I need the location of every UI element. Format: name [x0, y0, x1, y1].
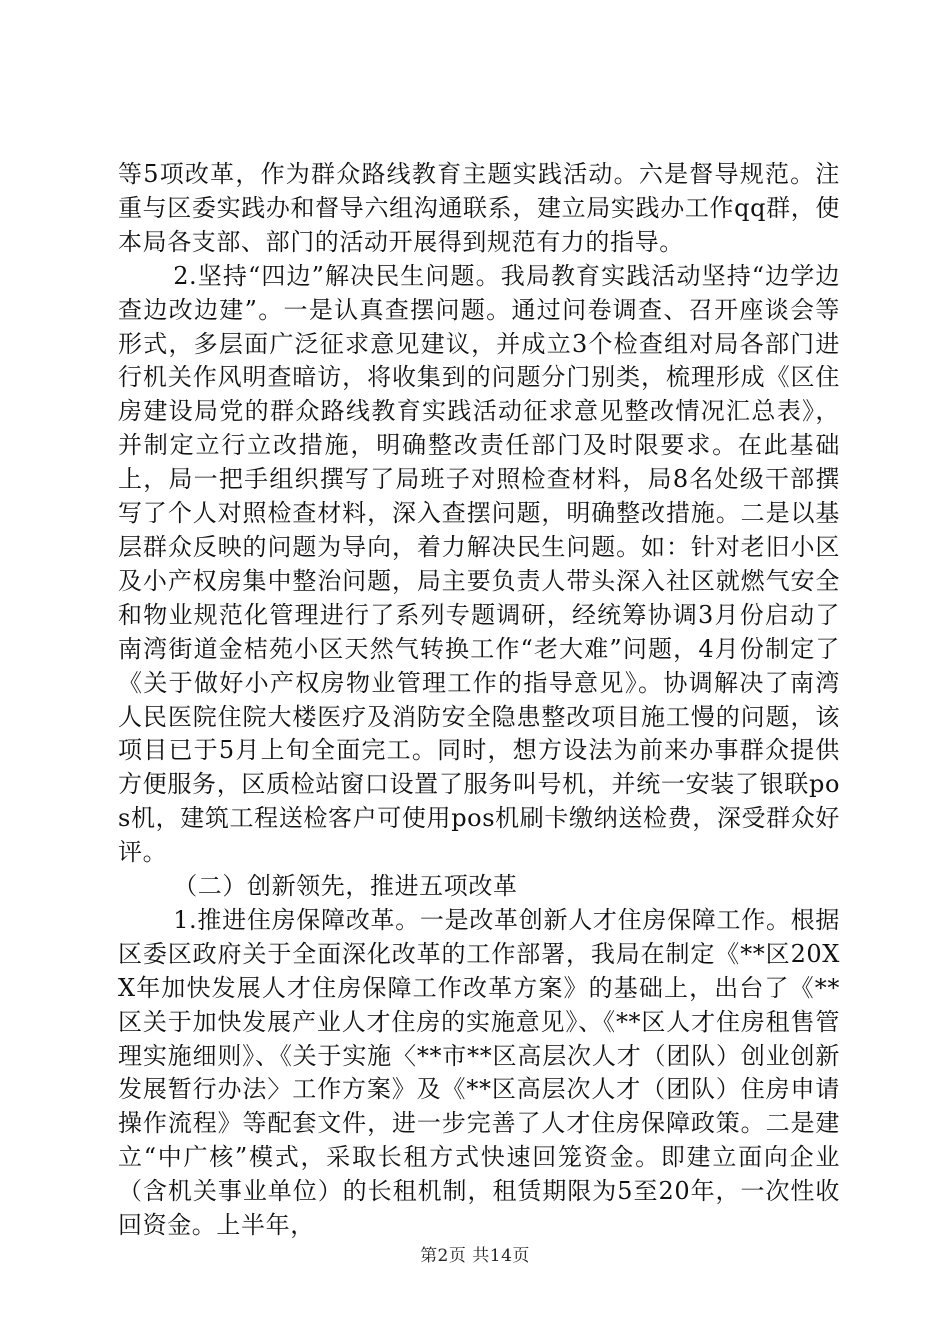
section-heading-innovation: （二）创新领先，推进五项改革	[173, 872, 518, 901]
paragraph-housing-reform: 1.推进住房保障改革。一是改革创新人才住房保障工作。根据区委区政府关于全面深化改革的工作部署，我局在制定《**区20XX年加快发展人才住房保障工作改革方案》的基础上，出台了《**区关于加快发展产业人才住房的实施意见》、《**区人才住房租售管理实施细则》、《关于实施〈**市**区高层次人才（团队）创业创新发展暂行办法〉工作方案》及《**区高层次人才（团队）住房申请操作流程》等配套文件，进一步完善了人才住房保障政策。二是建立“中广核”模式，采取长租方式快速回笼资金。即建立面向企业（含机关事业单位）的长租机制，租赁期限为5至20年，一次性收回资金。上半年，	[118, 905, 840, 1240]
paragraph-four-sides: 2.坚持“四边”解决民生问题。我局教育实践活动坚持“边学边查边改边建”。一是认真查摆问题。通过问卷调查、召开座谈会等形式，多层面广泛征求意见建议，并成立3个检查组对局各部门进行机关作风明查暗访，将收集到的问题分门别类，梳理形成《区住房建设局党的群众路线教育实践活动征求意见整改情况汇总表》，并制定立行立改措施，明确整改责任部门及时限要求。在此基础上，局一把手组织撰写了局班子对照检查材料，局8名处级干部撰写了个人对照检查材料，深入查摆问题，明确整改措施。二是以基层群众反映的问题为导向，着力解决民生问题。如：针对老旧小区及小产权房集中整治问题，局主要负责人带头深入社区就燃气安全和物业规范化管理进行了系列专题调研，经统筹协调3月份启动了南湾街道金桔苑小区天然气转换工作“老大难”问题，4月份制定了《关于做好小产权房物业管理工作的指导意见》。协调解决了南湾人民医院住院大楼医疗及消防安全隐患整改项目施工慢的问题，该项目已于5月上旬全面完工。同时，想方设法为前来办事群众提供方便服务，区质检站窗口设置了服务叫号机，并统一安装了银联pos机，建筑工程送检客户可使用pos机刷卡缴纳送检费，深受群众好评。	[118, 261, 840, 867]
paragraph-reform-summary: 等5项改革，作为群众路线教育主题实践活动。六是督导规范。注重与区委实践办和督导六组沟通联系，建立局实践办工作qq群，使本局各支部、部门的活动开展得到规范有力的指导。	[118, 160, 840, 256]
page-number-footer: 第2页 共14页	[420, 1246, 530, 1266]
document-body	[118, 158, 840, 1243]
